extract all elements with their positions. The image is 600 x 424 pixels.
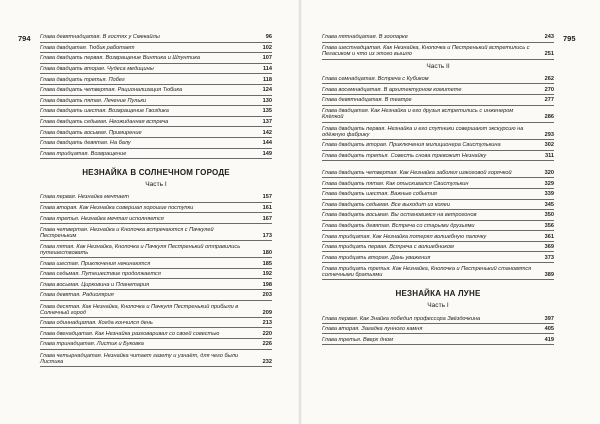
chapter-title: Глава двадцать пятая. Лечение Пульки xyxy=(40,97,147,104)
chapter-title: Глава семнадцатая. Встреча с Кубиком xyxy=(322,76,429,83)
chapter-page: 277 xyxy=(544,97,554,104)
chapter-title: Глава двадцать шестая. Важные события xyxy=(322,191,437,198)
chapter-title: Глава четвертая. Незнайка и Кнопочка встречаются с Пачкулей Пестреньким xyxy=(40,226,214,239)
chapter-title: Глава двадцать первая. Возвращение Винтика и Шпунтика xyxy=(40,55,200,62)
chapter-page: 213 xyxy=(262,320,272,327)
chapter-title: Глава двадцать четвертая. Рационализация Тюбика xyxy=(40,87,183,94)
toc-entry xyxy=(40,224,272,241)
chapter-page: 293 xyxy=(544,131,554,138)
book-title: НЕЗНАЙКА НА ЛУНЕ xyxy=(395,289,481,299)
toc-entry xyxy=(322,263,554,280)
toc-entry xyxy=(40,64,272,75)
chapter-title: Глава тринадцатая. Листик и Буковка xyxy=(40,341,144,348)
toc-entry xyxy=(40,106,272,117)
chapter-title: Глава двадцать первая. Незнайка и его спутники совершают экскурсию на одёжную фабрику xyxy=(322,125,524,138)
toc-entry xyxy=(322,313,554,324)
chapter-title: Глава двадцатая. Как Незнайка и его друзья встретились с инженером Клёпкой xyxy=(322,108,514,121)
chapter-title: Глава двадцать вторая. Чудеса медицины xyxy=(40,66,154,73)
chapter-page: 311 xyxy=(544,152,554,159)
chapter-title: Глава двадцать пятая. Как отыскивался Свистулькин xyxy=(322,180,469,187)
chapter-page: 130 xyxy=(262,97,272,104)
entry-list xyxy=(322,32,554,60)
chapter-page: 320 xyxy=(544,170,554,177)
chapter-title: Глава двадцать восьмая. Вы остановимся на ветрогонов xyxy=(322,212,477,219)
chapter-title: Глава восемнадцатая. В архитектурном комитете xyxy=(322,86,462,93)
entry-list xyxy=(322,313,554,345)
chapter-page: 185 xyxy=(262,260,272,267)
chapter-page: 350 xyxy=(544,212,554,219)
toc-entry xyxy=(40,203,272,214)
chapter-title: Глава тридцать третья. Как Незнайка, Кнопочка и Пестренький становятся солнечными братьями xyxy=(322,265,532,278)
toc-entry xyxy=(322,189,554,200)
toc-entry xyxy=(40,149,272,160)
chapter-page: 114 xyxy=(262,66,272,73)
toc-entry xyxy=(40,192,272,203)
chapter-page: 142 xyxy=(262,129,272,136)
chapter-page: 161 xyxy=(262,205,272,212)
chapter-title: Глава двадцать четвертая. Как Незнайка заболел изжоговой горячкой xyxy=(322,170,512,177)
table-of-contents xyxy=(322,32,554,345)
toc-entry xyxy=(40,258,272,269)
chapter-page: 107 xyxy=(262,55,272,62)
chapter-page: 102 xyxy=(262,44,272,51)
chapter-page: 373 xyxy=(544,254,554,261)
chapter-title: Глава шестая. Приключения начинаются xyxy=(40,260,151,267)
chapter-title: Глава тридцать первая. Встреча с волшебником xyxy=(322,244,454,251)
chapter-page: 251 xyxy=(544,51,554,58)
chapter-page: 243 xyxy=(544,34,554,41)
chapter-page: 167 xyxy=(262,215,272,222)
toc-entry xyxy=(322,161,554,178)
chapter-page: 389 xyxy=(544,271,554,278)
chapter-page: 96 xyxy=(265,34,272,41)
chapter-page: 124 xyxy=(262,87,272,94)
toc-entry xyxy=(322,242,554,253)
chapter-title: Глава двадцать девятая. Встреча со старыми друзьями xyxy=(322,222,475,229)
toc-entry xyxy=(40,279,272,290)
toc-entry xyxy=(322,178,554,189)
toc-entry xyxy=(322,151,554,162)
toc-entry xyxy=(40,290,272,301)
chapter-page: 198 xyxy=(262,281,272,288)
toc-entry xyxy=(40,96,272,107)
chapter-title: Глава одиннадцатая. Когда кончился день xyxy=(40,320,153,327)
toc-entry xyxy=(40,241,272,258)
chapter-page: 270 xyxy=(544,86,554,93)
toc-entry xyxy=(40,328,272,339)
toc-entry xyxy=(322,106,554,123)
entry-list xyxy=(40,192,272,367)
chapter-page: 220 xyxy=(262,330,272,337)
toc-entry xyxy=(322,32,554,43)
toc-entry xyxy=(322,43,554,60)
toc-entry xyxy=(322,324,554,335)
toc-entry xyxy=(40,339,272,350)
right-page xyxy=(300,0,600,424)
chapter-title: Глава вторая. Как Незнайка совершал хорошие поступки xyxy=(40,205,194,212)
chapter-title: Глава третья. Вверх дном xyxy=(322,336,394,343)
toc-entry xyxy=(40,350,272,367)
toc-entry xyxy=(322,210,554,221)
chapter-page: 137 xyxy=(262,119,272,126)
chapter-title: Глава тридцать вторая. Дань уважения xyxy=(322,254,431,261)
toc-entry xyxy=(322,95,554,106)
chapter-title: Глава двадцать седьмая. Все выходит из колеи xyxy=(322,201,450,208)
chapter-title: Глава двадцать третья. Совесть снова тревожит Незнайку xyxy=(322,152,487,159)
toc-entry xyxy=(322,252,554,263)
chapter-title: Глава седьмая. Путешествие продолжается xyxy=(40,271,161,278)
chapter-title: Глава двадцать седьмая. Неожиданная встреча xyxy=(40,119,169,126)
part-title: Часть I xyxy=(145,181,167,189)
chapter-title: Глава тридцатая. Возвращение xyxy=(40,150,127,157)
chapter-title: Глава первая. Незнайка мечтает xyxy=(40,194,130,201)
toc-entry xyxy=(40,32,272,43)
chapter-title: Глава первая. Как Знайка победил профессора Звёздочкина xyxy=(322,315,481,322)
page-number: 794 xyxy=(18,34,31,43)
entry-list xyxy=(40,32,272,159)
chapter-page: 149 xyxy=(262,150,272,157)
toc-entry xyxy=(40,53,272,64)
chapter-title: Глава двадцать третья. Побег xyxy=(40,76,125,83)
toc-entry xyxy=(322,123,554,140)
chapter-page: 226 xyxy=(262,341,272,348)
chapter-page: 232 xyxy=(262,358,272,365)
toc-entry xyxy=(322,221,554,232)
toc-entry xyxy=(40,138,272,149)
toc-entry xyxy=(322,140,554,151)
chapter-title: Глава шестнадцатая. Как Незнайка, Кнопочка и Пестренький встретились с Пегасиком и что из этого вышло xyxy=(322,45,530,58)
page-number: 795 xyxy=(563,34,576,43)
chapter-page: 405 xyxy=(544,326,554,333)
chapter-title: Глава двадцать шестая. Возвращение Гвоздика xyxy=(40,108,169,115)
toc-entry xyxy=(40,43,272,54)
part-title: Часть I xyxy=(427,302,449,310)
book-title: НЕЗНАЙКА В СОЛНЕЧНОМ ГОРОДЕ xyxy=(82,168,230,178)
toc-entry xyxy=(40,85,272,96)
toc-entry xyxy=(322,200,554,211)
entry-list xyxy=(322,74,554,280)
chapter-page: 361 xyxy=(544,233,554,240)
table-of-contents xyxy=(40,32,272,367)
chapter-title: Глава тридцатая. Как Незнайка потерял волшебную палочку xyxy=(322,233,487,240)
toc-entry xyxy=(322,231,554,242)
part-title: Часть II xyxy=(426,62,450,70)
toc-entry xyxy=(40,74,272,85)
toc-entry xyxy=(40,127,272,138)
chapter-page: 118 xyxy=(262,76,272,83)
chapter-page: 173 xyxy=(262,232,272,239)
chapter-page: 397 xyxy=(544,315,554,322)
chapter-title: Глава двадцатая. Тюбик работает xyxy=(40,44,135,51)
chapter-page: 262 xyxy=(544,76,554,83)
chapter-page: 203 xyxy=(262,292,272,299)
chapter-title: Глава третья. Незнайка мечтал исполняется xyxy=(40,215,164,222)
chapter-title: Глава пятая. Как Незнайка, Кнопочка и Пачкуля Пестренький отправились путешествовать xyxy=(40,243,241,256)
chapter-page: 329 xyxy=(544,180,554,187)
toc-entry xyxy=(322,334,554,345)
chapter-page: 286 xyxy=(544,114,554,121)
chapter-title: Глава десятая. Как Незнайка, Кнопочка и Пачкуля Пестренький прибыли в Солнечный город xyxy=(40,303,239,316)
toc-entry xyxy=(322,74,554,85)
chapter-title: Глава девятая. Радиолярия xyxy=(40,292,114,299)
toc-entry xyxy=(40,269,272,280)
chapter-page: 419 xyxy=(544,336,554,343)
chapter-page: 356 xyxy=(544,222,554,229)
chapter-title: Глава двадцать восьмая. Примирение xyxy=(40,129,142,136)
chapter-title: Глава двадцать вторая. Приключения милиционера Свистулькина xyxy=(322,142,501,149)
chapter-title: Глава четырнадцатая. Незнайка читает газету и узнаёт, для чего были Листика xyxy=(40,352,238,365)
chapter-title: Глава пятнадцатая. В зоопарке xyxy=(322,34,408,41)
chapter-title: Глава двадцать девятая. На балу xyxy=(40,140,131,147)
toc-entry xyxy=(40,117,272,128)
chapter-title: Глава девятнадцатая. В гостях у Смекайлы xyxy=(40,34,160,41)
chapter-page: 209 xyxy=(262,309,272,316)
toc-entry xyxy=(322,84,554,95)
chapter-page: 135 xyxy=(262,108,272,115)
chapter-title: Глава девятнадцатая. В театре xyxy=(322,97,412,104)
chapter-page: 192 xyxy=(262,271,272,278)
chapter-page: 180 xyxy=(262,249,272,256)
chapter-page: 302 xyxy=(544,142,554,149)
toc-entry xyxy=(40,213,272,224)
chapter-page: 144 xyxy=(262,140,272,147)
chapter-title: Глава вторая. Загадка лунного камня xyxy=(322,326,423,333)
chapter-page: 345 xyxy=(544,201,554,208)
toc-entry xyxy=(40,318,272,329)
chapter-page: 339 xyxy=(544,191,554,198)
chapter-page: 369 xyxy=(544,244,554,251)
chapter-title: Глава восьмая. Цирковина и Планетария xyxy=(40,281,150,288)
chapter-page: 157 xyxy=(262,194,272,201)
toc-entry xyxy=(40,301,272,318)
chapter-title: Глава двенадцатая. Как Незнайка разговаривал со своей совестью xyxy=(40,330,220,337)
